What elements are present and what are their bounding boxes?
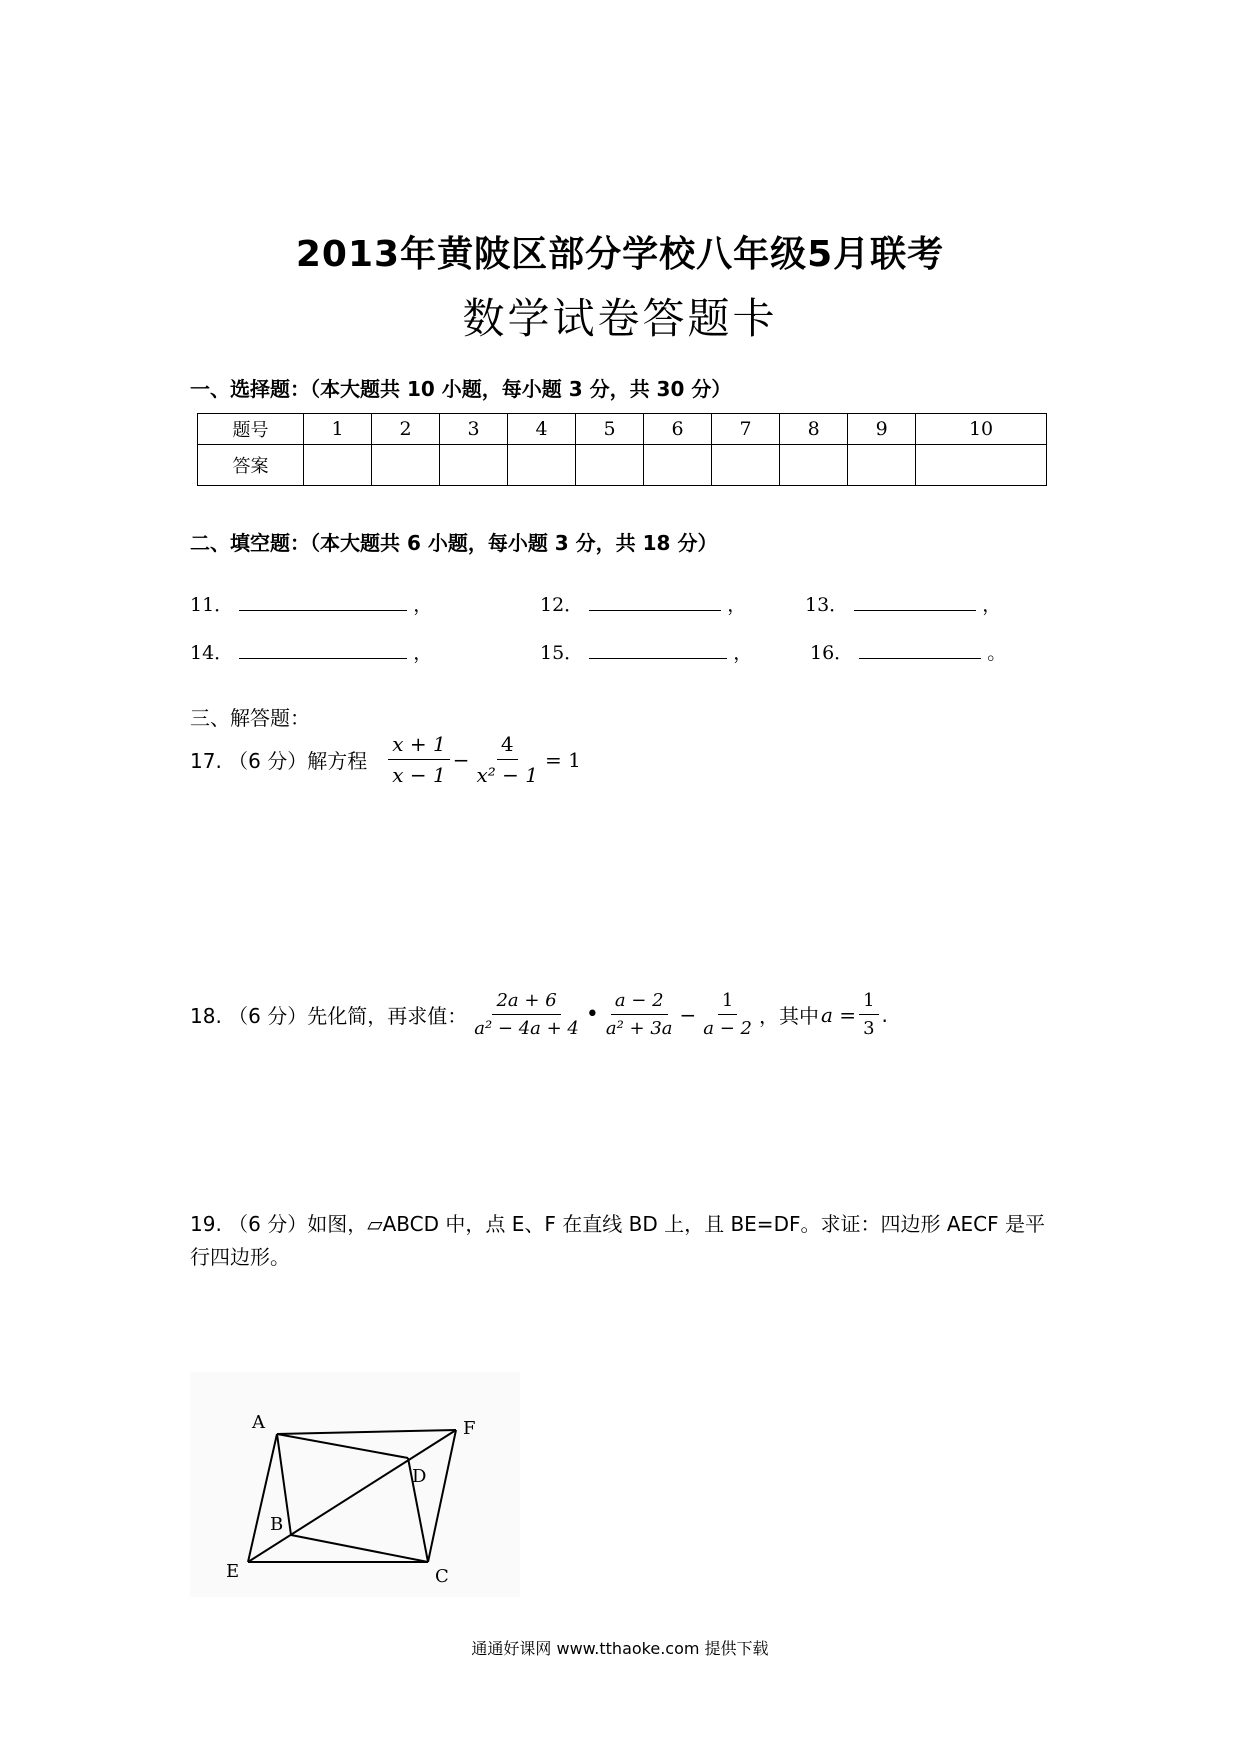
label-d: D [412,1466,427,1487]
page-footer: 通通好课网 www.tthaoke.com 提供下载 [471,1639,769,1658]
blank-end: ， [733,642,753,664]
fraction-denominator: a² + 3a [605,1018,673,1039]
blank-number: 15． [540,642,584,664]
row-label-number: 题号 [198,414,304,445]
row-label-answer: 答案 [198,445,304,486]
answer-cell[interactable] [508,445,576,486]
question-number: 10 [916,414,1047,445]
question-number: 7 [712,414,780,445]
fraction-numerator: x + 1 [388,732,449,760]
blank-number: 14． [190,642,234,664]
section3-heading: 三、解答题： [190,706,310,730]
fraction-numerator: 4 [497,732,518,760]
question-number: 3 [440,414,508,445]
answer-cell[interactable] [644,445,712,486]
question-number: 8 [780,414,848,445]
blank-item-14 [190,638,432,665]
question-number: 5 [576,414,644,445]
q18-where: ，其中 [759,1004,820,1028]
q19-line-1: 19. （6 分）如图，▱ABCD 中，点 E、F 在直线 BD 上，且 BE=DF。求证：四边形 AECF 是平 [190,1212,1045,1236]
answer-cell[interactable] [440,445,508,486]
answer-cell[interactable] [712,445,780,486]
q18-fraction-2 [602,990,677,1039]
answer-blank[interactable] [589,609,721,611]
q17-fraction-2 [473,732,543,787]
answer-cell[interactable] [304,445,372,486]
operator-dot: • [585,1002,599,1027]
fraction-denominator: 3 [863,1018,875,1039]
parallelogram-figure [190,1372,520,1597]
answer-cell[interactable] [780,445,848,486]
question-17 [190,732,581,787]
answer-blank[interactable] [854,609,976,611]
answer-cell[interactable] [848,445,916,486]
operator-minus: − [679,1002,697,1027]
fraction-numerator: 1 [718,990,737,1015]
q17-prefix: 17. （6 分）解方程 [190,749,368,773]
fraction-numerator: a − 2 [611,990,668,1015]
label-c: C [435,1566,449,1587]
answer-cell[interactable] [372,445,440,486]
blank-number: 16． [810,642,854,664]
fraction-numerator: 2a + 6 [492,990,560,1015]
question-number: 1 [304,414,372,445]
blank-number: 11． [190,594,234,616]
answer-blank[interactable] [239,657,407,659]
q19-line-2: 行四边形。 [190,1245,290,1269]
page-subtitle: 数学试卷答题卡 [462,294,778,343]
label-b: B [270,1514,284,1535]
q18-fraction-1 [470,990,583,1039]
blank-end: ， [413,594,433,616]
question-number: 9 [848,414,916,445]
question-number: 6 [644,414,712,445]
question-18 [190,990,888,1039]
question-number: 2 [372,414,440,445]
blank-number: 13． [805,594,849,616]
page-title: 2013年黄陂区部分学校八年级5月联考 [295,234,945,275]
question-number: 4 [508,414,576,445]
blank-item-16 [810,638,1006,665]
section2-heading: 二、填空题：（本大题共 6 小题，每小题 3 分，共 18 分） [190,531,718,555]
answer-cell[interactable] [916,445,1047,486]
blank-item-15 [540,638,752,665]
blank-end: ， [982,594,1002,616]
blank-end: ， [413,642,433,664]
answer-table [197,413,1047,486]
label-f: F [463,1418,476,1439]
blank-item-11 [190,590,432,617]
answer-cell[interactable] [576,445,644,486]
section1-heading: 一、选择题：（本大题共 10 小题，每小题 3 分，共 30 分） [190,377,732,401]
q18-prefix: 18. （6 分）先化简，再求值： [190,1004,468,1028]
fraction-denominator: a² − 4a + 4 [474,1018,579,1039]
blank-end: 。 [987,642,1007,664]
q17-fraction-1 [388,732,449,787]
q18-value-fraction [859,990,878,1039]
q18-variable: a = [821,1002,857,1027]
operator-minus: − [452,747,470,772]
answer-blank[interactable] [239,609,407,611]
label-e: E [226,1561,240,1582]
fraction-denominator: x − 1 [392,763,446,787]
blank-end: ， [727,594,747,616]
blank-item-12 [540,590,746,617]
fraction-denominator: x² − 1 [476,763,538,787]
q18-end: . [881,1002,888,1027]
blank-number: 12． [540,594,584,616]
fraction-denominator: a − 2 [703,1018,753,1039]
figure-background [190,1372,520,1597]
answer-blank[interactable] [859,657,981,659]
blank-item-13 [805,590,1001,617]
label-a: A [252,1412,265,1433]
equation-rhs: = 1 [545,747,581,772]
answer-blank[interactable] [589,657,727,659]
q18-fraction-3 [699,990,756,1039]
fraction-numerator: 1 [859,990,878,1015]
